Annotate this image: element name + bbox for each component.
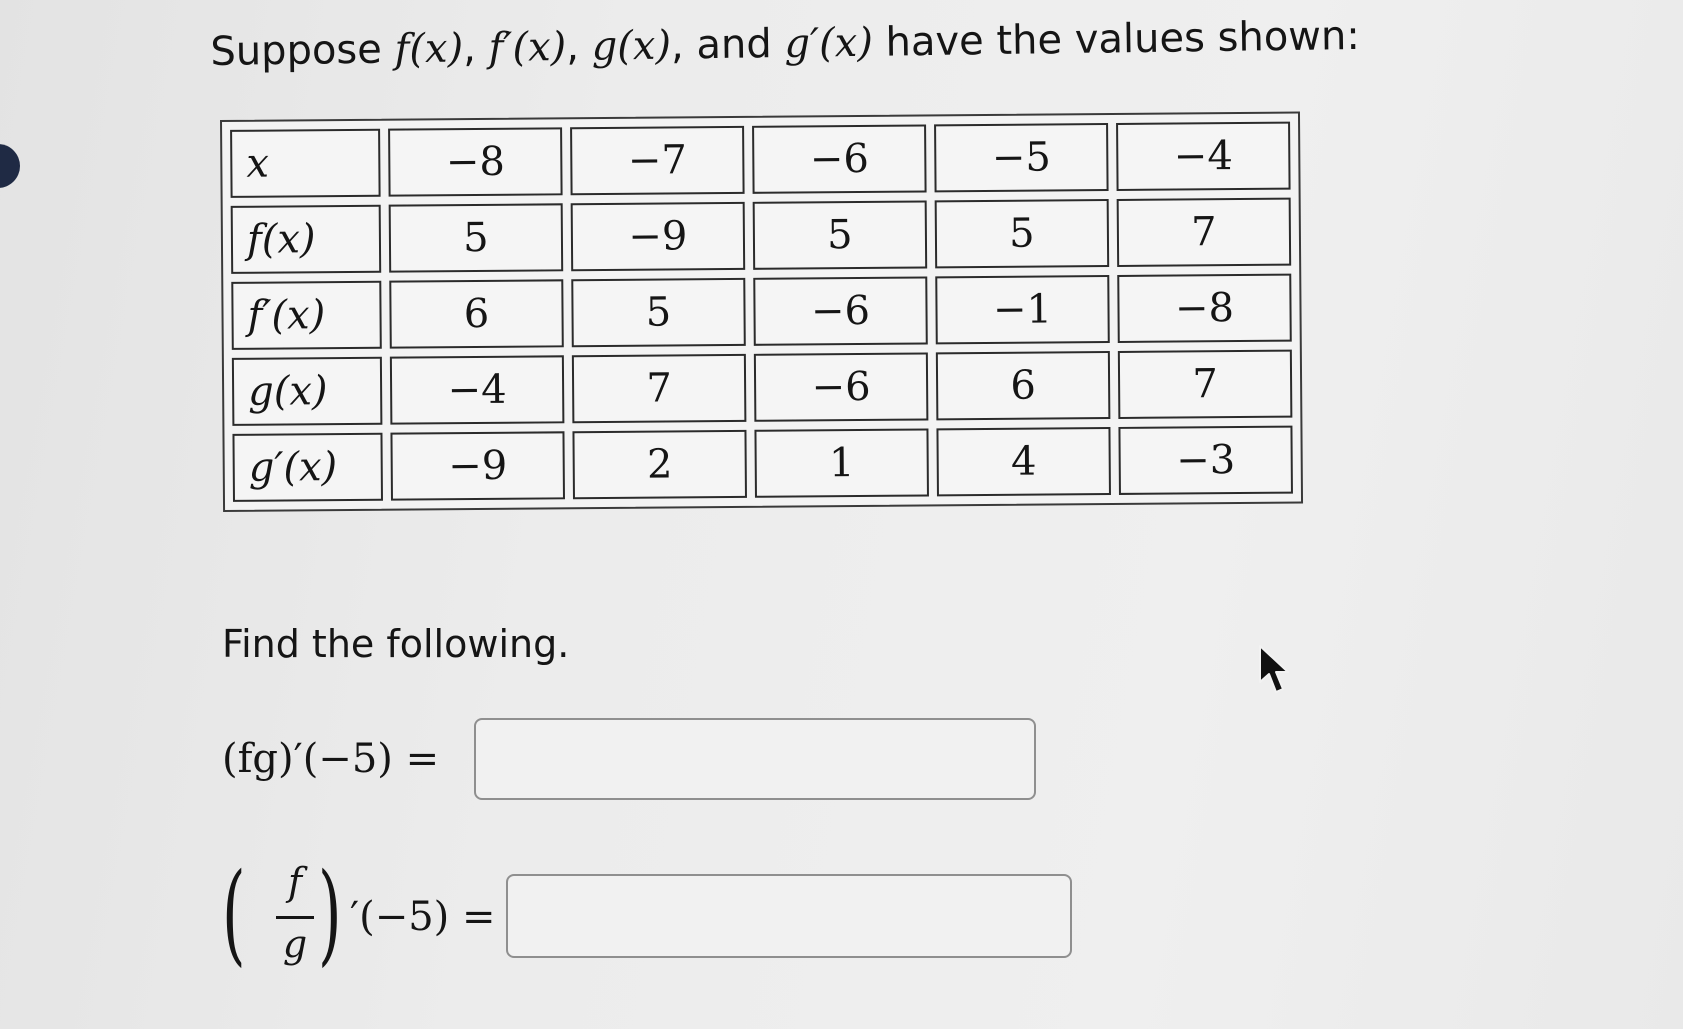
table-cell: 7 xyxy=(572,354,747,423)
table-cell: −1 xyxy=(935,275,1110,344)
table-cell: 4 xyxy=(936,427,1111,496)
table-row-fprime xyxy=(231,274,1292,350)
fraction-denominator: g xyxy=(282,922,308,966)
table-cell: 6 xyxy=(389,279,564,348)
table-row-f xyxy=(231,198,1292,274)
right-paren: ) xyxy=(318,849,342,977)
row-label-g: g(x) xyxy=(232,357,383,426)
table-cell: 5 xyxy=(571,278,746,347)
table-cell: 7 xyxy=(1117,198,1292,267)
question-prompt: Suppose f(x), f′(x), g(x), and g′(x) have the values shown: xyxy=(210,12,1361,75)
table-cell: −9 xyxy=(390,431,565,500)
mouse-pointer-icon xyxy=(1258,644,1292,696)
table-cell: 5 xyxy=(753,200,928,269)
table-cell: −8 xyxy=(1117,274,1292,343)
prompt-gprime: g′(x) xyxy=(784,19,874,67)
prompt-fprime: f′(x) xyxy=(488,24,567,72)
prompt-prefix: Suppose xyxy=(210,26,383,75)
answer-input-product[interactable] xyxy=(474,718,1036,800)
table-row-gprime xyxy=(232,426,1293,502)
table-cell: 1 xyxy=(754,428,929,497)
answer-input-quotient[interactable] xyxy=(506,874,1072,958)
table-row-g xyxy=(232,350,1293,426)
row-label-x: x xyxy=(230,129,381,198)
find-instruction: Find the following. xyxy=(222,622,570,666)
values-table xyxy=(220,112,1303,512)
table-cell: 6 xyxy=(936,351,1111,420)
fraction-bar xyxy=(276,916,314,919)
row-label-f: f(x) xyxy=(231,205,382,274)
table-cell: −6 xyxy=(754,352,929,421)
table-cell: −3 xyxy=(1118,426,1293,495)
prompt-g: g(x) xyxy=(591,22,672,70)
table-cell: 7 xyxy=(1118,350,1293,419)
left-paren: ( xyxy=(222,849,246,977)
table-cell: −6 xyxy=(753,276,928,345)
table-cell: −6 xyxy=(752,124,927,193)
table-cell: −7 xyxy=(570,126,745,195)
question-product-rule: (fg)′(−5) = xyxy=(222,736,440,782)
table-cell: −5 xyxy=(934,123,1109,192)
prompt-and: and xyxy=(696,21,773,69)
table-cell: 5 xyxy=(935,199,1110,268)
prompt-suffix: have the values shown: xyxy=(885,12,1361,66)
row-label-fprime: f′(x) xyxy=(231,281,382,350)
table-cell: −8 xyxy=(388,127,563,196)
table-cell: −4 xyxy=(1116,122,1291,191)
prompt-f: f(x) xyxy=(394,25,464,73)
table-row-x xyxy=(230,122,1291,198)
table-cell: 2 xyxy=(572,430,747,499)
row-label-gprime: g′(x) xyxy=(232,433,383,502)
fraction-numerator: f xyxy=(287,860,303,904)
table-cell: 5 xyxy=(389,203,564,272)
table-cell: −9 xyxy=(571,202,746,271)
values-table-container xyxy=(220,112,1303,512)
quotient-tail: ′(−5) = xyxy=(350,894,496,940)
table-cell: −4 xyxy=(390,355,565,424)
